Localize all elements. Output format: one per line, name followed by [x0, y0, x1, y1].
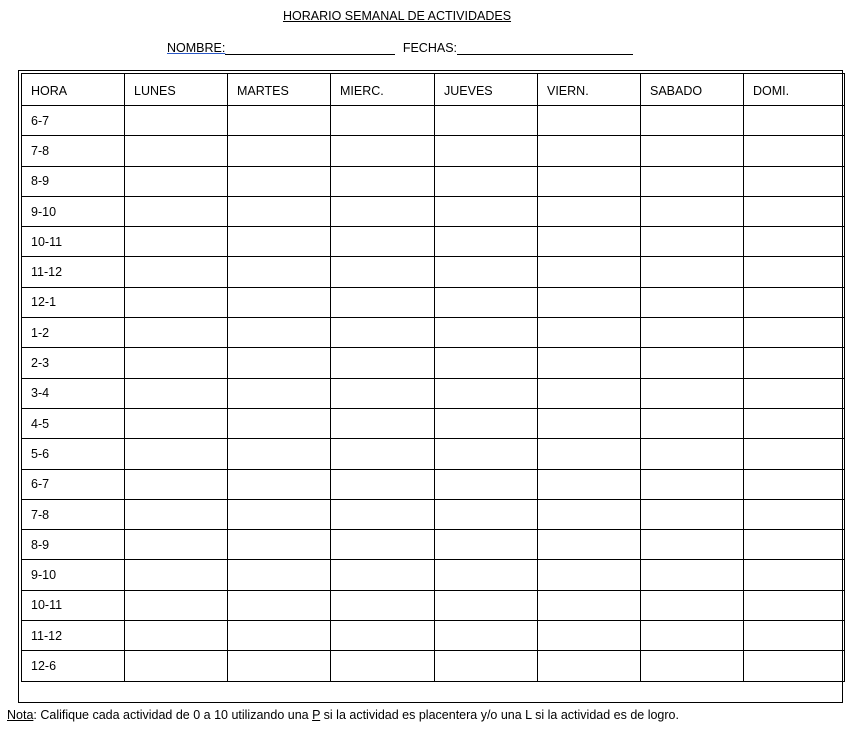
activity-cell[interactable]	[641, 196, 744, 226]
hour-cell: 11-12	[22, 621, 125, 651]
activity-cell[interactable]	[641, 287, 744, 317]
table-row	[22, 469, 845, 499]
note-letter-p: P	[312, 708, 321, 722]
activity-cell[interactable]	[538, 136, 641, 166]
header-row	[22, 74, 845, 106]
table-row	[22, 439, 845, 469]
activity-cell[interactable]	[125, 378, 228, 408]
activity-cell[interactable]	[435, 348, 538, 378]
column-header: HORA	[22, 74, 125, 106]
activity-cell[interactable]	[641, 590, 744, 620]
activity-cell[interactable]	[744, 408, 845, 438]
activity-cell[interactable]	[125, 227, 228, 257]
activity-cell[interactable]	[435, 530, 538, 560]
activity-cell[interactable]	[744, 530, 845, 560]
hour-cell: 9-10	[22, 196, 125, 226]
activity-cell[interactable]	[641, 318, 744, 348]
table-row	[22, 408, 845, 438]
activity-cell[interactable]	[125, 257, 228, 287]
note-label: Nota	[7, 708, 34, 722]
activity-cell[interactable]	[641, 499, 744, 529]
activity-cell[interactable]	[435, 257, 538, 287]
hour-cell: 7-8	[22, 136, 125, 166]
activity-cell[interactable]	[744, 318, 845, 348]
activity-cell[interactable]	[435, 439, 538, 469]
activity-cell[interactable]	[331, 136, 435, 166]
activity-cell[interactable]	[435, 590, 538, 620]
hour-cell: 12-6	[22, 651, 125, 681]
table-row	[22, 227, 845, 257]
activity-cell[interactable]	[125, 621, 228, 651]
table-row	[22, 318, 845, 348]
table-row	[22, 378, 845, 408]
activity-cell[interactable]	[538, 166, 641, 196]
table-row	[22, 287, 845, 317]
table-row	[22, 621, 845, 651]
activity-cell[interactable]	[641, 530, 744, 560]
activity-cell[interactable]	[538, 530, 641, 560]
activity-cell[interactable]	[435, 651, 538, 681]
activity-cell[interactable]	[641, 560, 744, 590]
activity-cell[interactable]	[228, 530, 331, 560]
activity-cell[interactable]	[641, 106, 744, 136]
table-row	[22, 499, 845, 529]
activity-cell[interactable]	[331, 348, 435, 378]
activity-cell[interactable]	[641, 469, 744, 499]
activity-cell[interactable]	[228, 196, 331, 226]
activity-cell[interactable]	[228, 408, 331, 438]
activity-cell[interactable]	[125, 136, 228, 166]
activity-cell[interactable]	[125, 560, 228, 590]
activity-cell[interactable]	[641, 651, 744, 681]
table-row	[22, 196, 845, 226]
column-header: MARTES	[228, 74, 331, 106]
activity-cell[interactable]	[744, 166, 845, 196]
activity-cell[interactable]	[744, 499, 845, 529]
table-row	[22, 530, 845, 560]
table-row	[22, 651, 845, 681]
activity-cell[interactable]	[435, 469, 538, 499]
activity-cell[interactable]	[125, 590, 228, 620]
activity-cell[interactable]	[228, 348, 331, 378]
activity-cell[interactable]	[228, 651, 331, 681]
activity-cell[interactable]	[538, 499, 641, 529]
activity-cell[interactable]	[228, 439, 331, 469]
activity-cell[interactable]	[538, 348, 641, 378]
activity-cell[interactable]	[435, 560, 538, 590]
column-header: VIERN.	[538, 74, 641, 106]
activity-cell[interactable]	[125, 408, 228, 438]
activity-cell[interactable]	[538, 318, 641, 348]
activity-cell[interactable]	[331, 530, 435, 560]
activity-cell[interactable]	[435, 166, 538, 196]
activity-cell[interactable]	[538, 621, 641, 651]
activity-cell[interactable]	[228, 499, 331, 529]
activity-cell[interactable]	[435, 408, 538, 438]
activity-cell[interactable]	[744, 257, 845, 287]
table-row	[22, 106, 845, 136]
note-text-b: si la actividad es placentera y/o una L si la actividad es de logro.	[320, 708, 679, 722]
page-title: HORARIO SEMANAL DE ACTIVIDADES	[282, 9, 512, 23]
activity-cell[interactable]	[435, 621, 538, 651]
activity-cell[interactable]	[331, 166, 435, 196]
table-row	[22, 348, 845, 378]
activity-cell[interactable]	[641, 348, 744, 378]
hour-cell: 6-7	[22, 106, 125, 136]
activity-cell[interactable]	[125, 439, 228, 469]
activity-cell[interactable]	[744, 621, 845, 651]
activity-cell[interactable]	[331, 257, 435, 287]
activity-cell[interactable]	[744, 469, 845, 499]
activity-cell[interactable]	[228, 590, 331, 620]
activity-cell[interactable]	[641, 166, 744, 196]
hour-cell: 10-11	[22, 590, 125, 620]
column-header: JUEVES	[435, 74, 538, 106]
activity-cell[interactable]	[641, 439, 744, 469]
activity-cell[interactable]	[538, 590, 641, 620]
table-row	[22, 166, 845, 196]
activity-cell[interactable]	[125, 469, 228, 499]
activity-cell[interactable]	[538, 560, 641, 590]
activity-cell[interactable]	[331, 106, 435, 136]
activity-cell[interactable]	[744, 439, 845, 469]
hour-cell: 2-3	[22, 348, 125, 378]
activity-cell[interactable]	[331, 621, 435, 651]
activity-cell[interactable]	[538, 287, 641, 317]
activity-cell[interactable]	[744, 560, 845, 590]
activity-cell[interactable]	[331, 196, 435, 226]
hour-cell: 4-5	[22, 408, 125, 438]
column-header: MIERC.	[331, 74, 435, 106]
activity-cell[interactable]	[228, 469, 331, 499]
activity-cell[interactable]	[228, 621, 331, 651]
hour-cell: 7-8	[22, 499, 125, 529]
activity-cell[interactable]	[641, 257, 744, 287]
activity-cell[interactable]	[228, 136, 331, 166]
activity-cell[interactable]	[538, 106, 641, 136]
activity-cell[interactable]	[228, 318, 331, 348]
activity-cell[interactable]	[641, 227, 744, 257]
activity-cell[interactable]	[331, 439, 435, 469]
activity-cell[interactable]	[228, 378, 331, 408]
column-header: DOMI.	[744, 74, 845, 106]
schedule-table	[21, 73, 845, 682]
activity-cell[interactable]	[228, 287, 331, 317]
hour-cell: 9-10	[22, 560, 125, 590]
table-row	[22, 590, 845, 620]
hour-cell: 8-9	[22, 530, 125, 560]
activity-cell[interactable]	[125, 348, 228, 378]
activity-cell[interactable]	[435, 378, 538, 408]
activity-cell[interactable]	[435, 136, 538, 166]
header-fields	[167, 41, 633, 55]
hour-cell: 11-12	[22, 257, 125, 287]
column-header: LUNES	[125, 74, 228, 106]
activity-cell[interactable]	[331, 408, 435, 438]
hour-cell: 8-9	[22, 166, 125, 196]
hour-cell: 10-11	[22, 227, 125, 257]
activity-cell[interactable]	[744, 651, 845, 681]
activity-cell[interactable]	[744, 196, 845, 226]
activity-cell[interactable]	[331, 590, 435, 620]
hour-cell: 12-1	[22, 287, 125, 317]
fechas-label: FECHAS:	[402, 41, 458, 55]
activity-cell[interactable]	[228, 560, 331, 590]
column-header: SABADO	[641, 74, 744, 106]
activity-cell[interactable]	[641, 621, 744, 651]
hour-cell: 1-2	[22, 318, 125, 348]
note-text-a: : Califique cada actividad de 0 a 10 utilizando una	[33, 708, 313, 722]
activity-cell[interactable]	[435, 318, 538, 348]
activity-cell[interactable]	[538, 227, 641, 257]
activity-cell[interactable]	[538, 257, 641, 287]
activity-cell[interactable]	[435, 106, 538, 136]
activity-cell[interactable]	[331, 227, 435, 257]
hour-cell: 6-7	[22, 469, 125, 499]
table-row	[22, 257, 845, 287]
nombre-label: NOMBRE:	[167, 41, 226, 55]
activity-cell[interactable]	[538, 439, 641, 469]
activity-cell[interactable]	[125, 530, 228, 560]
activity-cell[interactable]	[228, 257, 331, 287]
activity-cell[interactable]	[744, 348, 845, 378]
activity-cell[interactable]	[744, 378, 845, 408]
activity-cell[interactable]	[331, 318, 435, 348]
activity-cell[interactable]	[641, 136, 744, 166]
activity-cell[interactable]	[331, 469, 435, 499]
fechas-field[interactable]	[457, 41, 633, 55]
table-row	[22, 560, 845, 590]
activity-cell[interactable]	[538, 408, 641, 438]
activity-cell[interactable]	[228, 166, 331, 196]
activity-cell[interactable]	[331, 499, 435, 529]
activity-cell[interactable]	[744, 590, 845, 620]
activity-cell[interactable]	[435, 227, 538, 257]
activity-cell[interactable]	[125, 499, 228, 529]
activity-cell[interactable]	[125, 318, 228, 348]
activity-cell[interactable]	[125, 651, 228, 681]
activity-cell[interactable]	[331, 378, 435, 408]
activity-cell[interactable]	[538, 469, 641, 499]
activity-cell[interactable]	[538, 378, 641, 408]
hour-cell: 5-6	[22, 439, 125, 469]
activity-cell[interactable]	[435, 196, 538, 226]
activity-cell[interactable]	[641, 378, 744, 408]
footnote	[7, 708, 679, 722]
activity-cell[interactable]	[744, 106, 845, 136]
activity-cell[interactable]	[125, 106, 228, 136]
table-row	[22, 136, 845, 166]
activity-cell[interactable]	[125, 196, 228, 226]
activity-cell[interactable]	[125, 166, 228, 196]
activity-cell[interactable]	[331, 651, 435, 681]
activity-cell[interactable]	[744, 136, 845, 166]
activity-cell[interactable]	[538, 196, 641, 226]
activity-cell[interactable]	[228, 227, 331, 257]
activity-cell[interactable]	[435, 287, 538, 317]
activity-cell[interactable]	[744, 227, 845, 257]
activity-cell[interactable]	[228, 106, 331, 136]
activity-cell[interactable]	[331, 560, 435, 590]
activity-cell[interactable]	[435, 499, 538, 529]
activity-cell[interactable]	[125, 287, 228, 317]
activity-cell[interactable]	[331, 287, 435, 317]
activity-cell[interactable]	[538, 651, 641, 681]
hour-cell: 3-4	[22, 378, 125, 408]
nombre-field[interactable]	[225, 41, 395, 55]
activity-cell[interactable]	[744, 287, 845, 317]
activity-cell[interactable]	[641, 408, 744, 438]
